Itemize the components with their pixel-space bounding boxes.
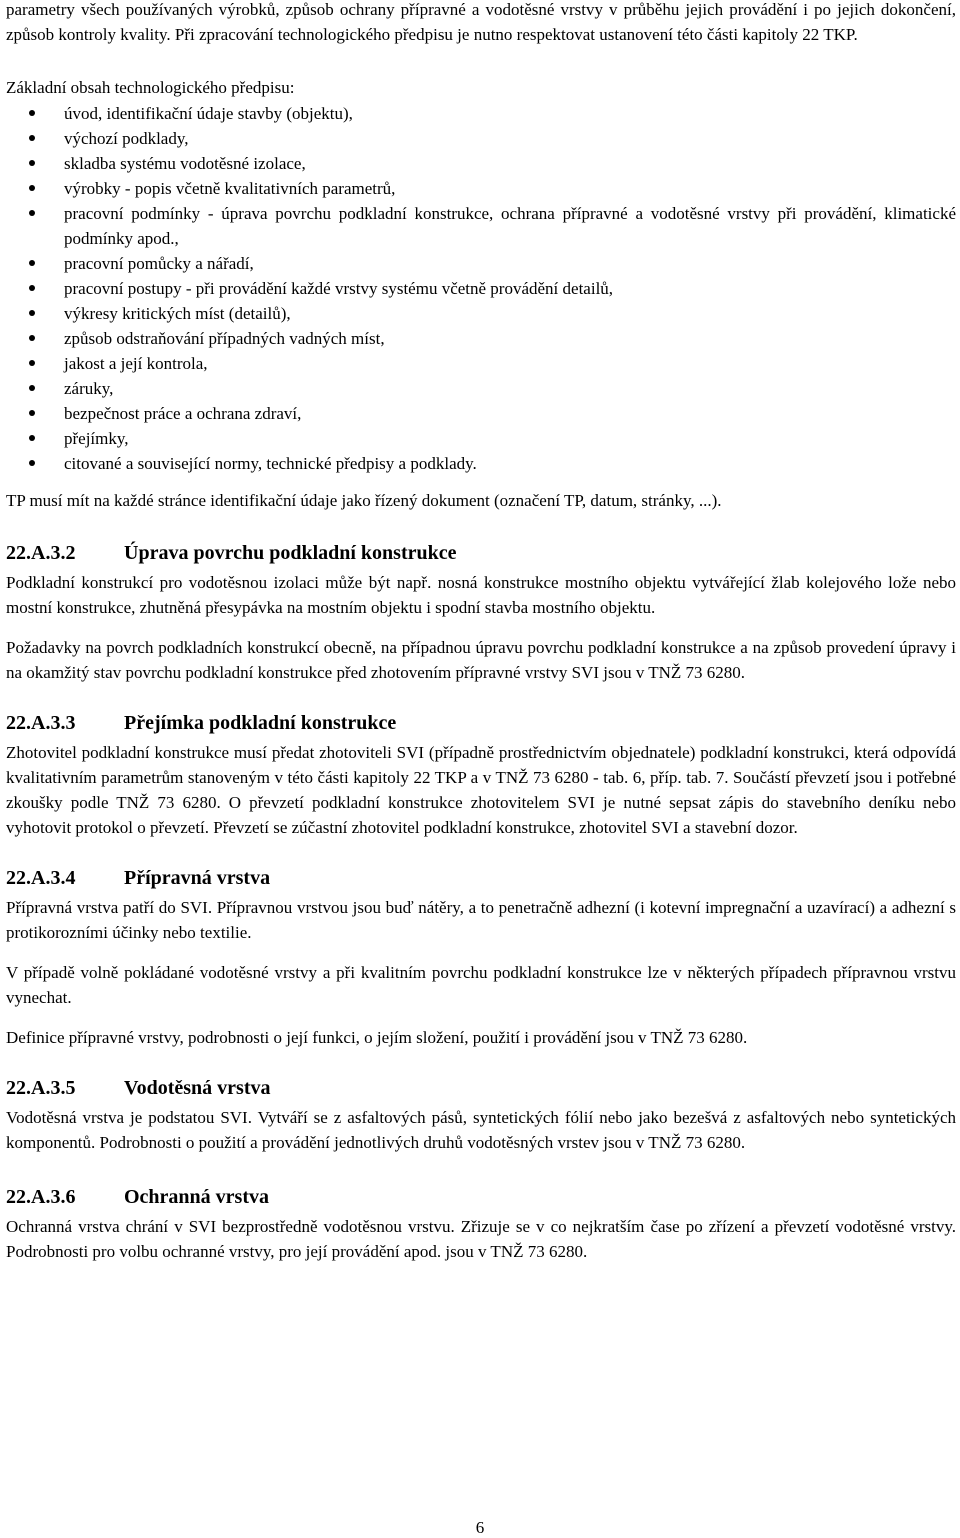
section-paragraph: V případě volně pokládané vodotěsné vrstvy a při kvalitním povrchu podkladní konstrukce lze v některých případech přípravnou vrstvu vynechat.	[6, 963, 956, 1007]
section-heading	[6, 866, 956, 891]
bullet-icon	[29, 410, 35, 416]
bullet-icon	[29, 310, 35, 316]
list-item: jakost a její kontrola,	[6, 351, 956, 376]
bullet-icon	[29, 160, 35, 166]
bullet-icon	[29, 185, 35, 191]
bullet-icon	[29, 385, 35, 391]
section-paragraph: Přípravná vrstva patří do SVI. Přípravnou vrstvou jsou buď nátěry, a to penetračně adhezní (i kotevní impregnační a uzavírací) a adhezní s protikorozními účinky nebo textilie.	[6, 898, 956, 942]
list-item: bezpečnost práce a ochrana zdraví,	[6, 401, 956, 426]
list-item: výkresy kritických míst (detailů),	[6, 301, 956, 326]
section-heading	[6, 1076, 956, 1101]
bullet-icon	[29, 210, 35, 216]
opening-paragraph: parametry všech používaných výrobků, způsob ochrany přípravné a vodotěsné vrstvy v průběhu jejich provádění i po jejich dokončení, způsob kontroly kvality. Při zpracování technologického předpisu je nutno respektovat ustanovení této části kapitoly 22 TKP.	[6, 0, 956, 44]
page-number: 6	[475, 1518, 485, 1537]
section-title: Ochranná vrstva	[124, 1186, 269, 1208]
bullet-icon	[29, 260, 35, 266]
bullet-icon	[29, 135, 35, 141]
list-item: pracovní postupy - při provádění každé vrstvy systému včetně provádění detailů,	[6, 276, 956, 301]
list-item: pracovní pomůcky a nářadí,	[6, 251, 956, 276]
list-item: úvod, identifikační údaje stavby (objektu),	[6, 101, 956, 126]
content-intro: Základní obsah technologického předpisu:	[6, 78, 295, 97]
section-number: 22.A.3.4	[6, 867, 76, 889]
section-title: Přípravná vrstva	[124, 867, 271, 889]
bullet-icon	[29, 285, 35, 291]
section-paragraph: Podkladní konstrukcí pro vodotěsnou izolaci může být např. nosná konstrukce mostního objektu vytvářející žlab kolejového lože nebo mostní konstrukce, zhutněná přesypávka na mostním objektu i spodní stavba mostního objektu.	[6, 573, 956, 617]
section-paragraph: Vodotěsná vrstva je podstatou SVI. Vytváří se z asfaltových pásů, syntetických fólií nebo jako bezešvá z asfaltových nebo syntetických komponentů. Podrobnosti o použití a provádění jednotlivých druhů vodotěsných vrstev jsou v TNŽ 73 6280.	[6, 1108, 956, 1152]
list-item: skladba systému vodotěsné izolace,	[6, 151, 956, 176]
list-item: výchozí podklady,	[6, 126, 956, 151]
list-item: záruky,	[6, 376, 956, 401]
section-title: Úprava povrchu podkladní konstrukce	[124, 542, 457, 564]
bullet-icon	[29, 335, 35, 341]
bullet-icon	[29, 110, 35, 116]
section-number: 22.A.3.2	[6, 542, 76, 564]
section-number: 22.A.3.5	[6, 1077, 76, 1099]
bullet-icon	[29, 435, 35, 441]
list-item: citované a související normy, technické předpisy a podklady.	[6, 451, 956, 476]
section-number: 22.A.3.6	[6, 1186, 76, 1208]
list-item: přejímky,	[6, 426, 956, 451]
content-list	[6, 101, 956, 476]
list-item: způsob odstraňování případných vadných míst,	[6, 326, 956, 351]
list-item: výrobky - popis včetně kvalitativních parametrů,	[6, 176, 956, 201]
section-paragraph: Definice přípravné vrstvy, podrobnosti o její funkci, o jejím složení, použití i provádění jsou v TNŽ 73 6280.	[6, 1028, 748, 1047]
section-heading	[6, 541, 956, 566]
list-item: pracovní podmínky - úprava povrchu podkladní konstrukce, ochrana přípravné a vodotěsné vrstvy při provádění, klimatické podmínky apod.,	[6, 201, 956, 251]
section-paragraph: Požadavky na povrch podkladních konstrukcí obecně, na případnou úpravu povrchu podkladní konstrukce a na způsob provedení úpravy i na okamžitý stav povrchu podkladní konstrukce před zhotovením přípravné vrstvy SVI jsou v TNŽ 73 6280.	[6, 638, 956, 682]
tp-note: TP musí mít na každé stránce identifikační údaje jako řízený dokument (označení TP, datum, stránky, ...).	[6, 491, 722, 510]
section-heading	[6, 1185, 956, 1210]
section-heading	[6, 711, 956, 736]
section-number: 22.A.3.3	[6, 712, 76, 734]
bullet-icon	[29, 460, 35, 466]
document-page	[6, 0, 956, 1264]
bullet-icon	[29, 360, 35, 366]
section-title: Přejímka podkladní konstrukce	[124, 712, 397, 734]
section-title: Vodotěsná vrstva	[124, 1077, 271, 1099]
section-paragraph: Ochranná vrstva chrání v SVI bezprostředně vodotěsnou vrstvu. Zřizuje se v co nejkratším čase po zřízení a převzetí vodotěsné vrstvy. Podrobnosti pro volbu ochranné vrstvy, pro její provádění apod. jsou v TNŽ 73 6280.	[6, 1217, 956, 1261]
section-paragraph: Zhotovitel podkladní konstrukce musí předat zhotoviteli SVI (případně prostřednictvím objednatele) podkladní konstrukci, která odpovídá kvalitativním parametrům stanoveným v této části kapitoly 22 TKP a v TNŽ 73 6280 - tab. 6, příp. tab. 7. Součástí převzetí jsou i potřebné zkoušky podle TNŽ 73 6280. O převzetí podkladní konstrukce zhotovitelem SVI je nutné sepsat zápis do stavebního deníku nebo vyhotovit protokol o převzetí. Převzetí se zúčastní zhotovitel podkladní konstrukce, zhotovitel SVI a stavební dozor.	[6, 743, 956, 837]
